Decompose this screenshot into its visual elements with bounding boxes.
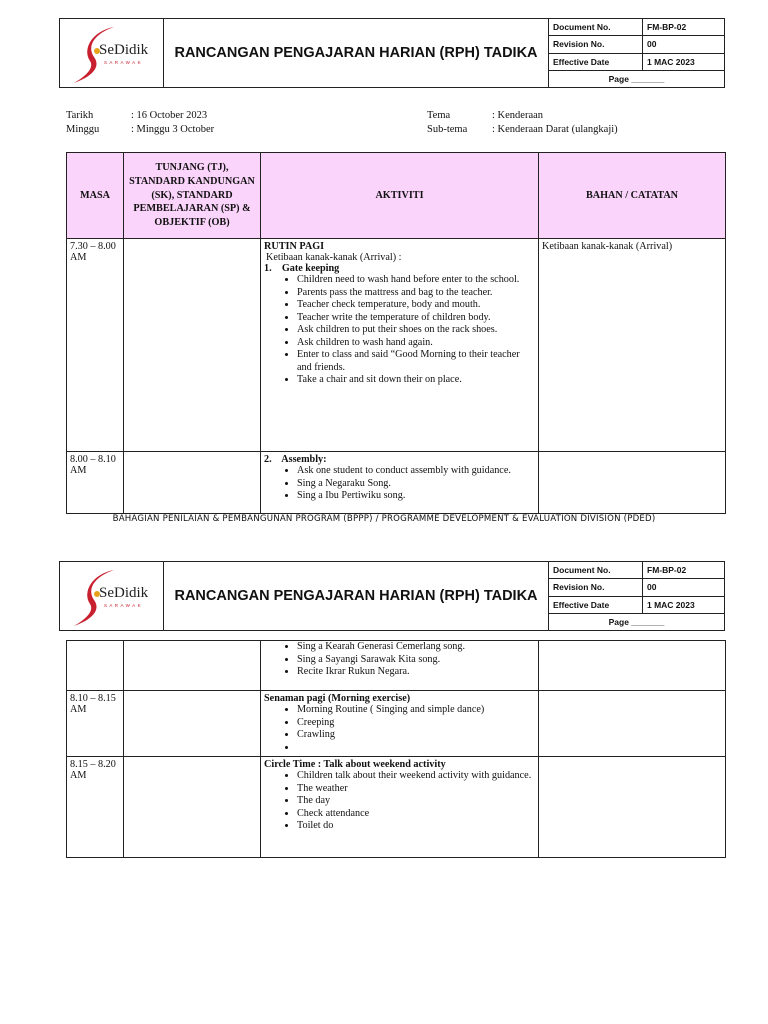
list-item: • Check attendance xyxy=(297,808,535,821)
bahan-cell: Ketibaan kanak-kanak (Arrival) xyxy=(539,239,726,452)
table-row xyxy=(67,691,726,757)
tunjang-cell xyxy=(124,691,261,757)
list-item: • Morning Routine ( Singing and simple dance) xyxy=(297,704,535,717)
document-title: RANCANGAN PENGAJARAN HARIAN (RPH) TADIKA xyxy=(164,19,549,87)
tarikh-label: Tarikh xyxy=(66,110,94,121)
tunjang-cell xyxy=(124,757,261,858)
table-row xyxy=(67,452,726,514)
doc-no-value: FM-BP-02 xyxy=(647,22,687,33)
list-item: • Creeping xyxy=(297,717,535,730)
doc-no-value: FM-BP-02 xyxy=(647,565,687,576)
logo xyxy=(60,562,164,630)
document-meta xyxy=(549,562,724,630)
minggu-label: Minggu xyxy=(66,124,100,135)
list-item: • Ask children to put their shoes on the rack shoes. xyxy=(297,324,535,337)
activity-heading: Senaman pagi (Morning exercise) xyxy=(264,693,411,704)
list-item: • Ask children to wash hand again. xyxy=(297,337,535,350)
page-footer: BAHAGIAN PENILAIAN & PEMBANGUNAN PROGRAM (BPPP) / PROGRAMME DEVELOPMENT & EVALUATION DIVISION (PDED) xyxy=(112,514,656,524)
bahan-cell xyxy=(539,452,726,514)
list-item: • Teacher write the temperature of children body. xyxy=(297,312,535,325)
activity-list xyxy=(264,465,535,503)
list-item: • Sing a Kearah Generasi Cemerlang song. xyxy=(297,641,535,654)
col-header-masa: MASA xyxy=(67,153,124,239)
tarikh-value: : 16 October 2023 xyxy=(131,110,208,121)
list-item: • The day xyxy=(297,795,535,808)
aktiviti-cell xyxy=(261,691,539,757)
activity-subheading: Ketibaan kanak-kanak (Arrival) : xyxy=(266,252,402,263)
effective-date-label: Effective Date xyxy=(549,597,643,613)
activity-list xyxy=(264,641,535,679)
aktiviti-cell xyxy=(261,757,539,858)
numbered-item: 1. Gate keeping xyxy=(264,263,340,274)
revision-label: Revision No. xyxy=(549,36,643,52)
list-item: • Sing a Sayangi Sarawak Kita song. xyxy=(297,654,535,667)
document-meta xyxy=(549,19,724,87)
list-item: • Parents pass the mattress and bag to the teacher. xyxy=(297,287,535,300)
bahan-cell xyxy=(539,691,726,757)
list-item: • Toilet do xyxy=(297,820,535,833)
logo-text: SeDidik xyxy=(99,42,149,58)
tema-value: : Kenderaan xyxy=(492,110,544,121)
list-item: • Children need to wash hand before enter to the school. xyxy=(297,274,535,287)
list-item: • Ask one student to conduct assembly with guidance. xyxy=(297,465,535,478)
activity-heading: RUTIN PAGI xyxy=(264,241,325,252)
masa-cell xyxy=(67,641,124,691)
subtema-value: : Kenderaan Darat (ulangkaji) xyxy=(492,124,618,135)
revision-value: 00 xyxy=(647,39,657,50)
document-header xyxy=(59,561,725,631)
rph-table-page2 xyxy=(66,640,726,858)
list-item: • The weather xyxy=(297,783,535,796)
list-item: • Take a chair and sit down their on place. xyxy=(297,374,535,387)
tema-label: Tema xyxy=(427,110,451,121)
page-number: Page _______ xyxy=(608,616,665,627)
minggu-value: : Minggu 3 October xyxy=(131,124,215,135)
revision-value: 00 xyxy=(647,582,657,593)
list-item: • Children talk about their weekend activity with guidance. xyxy=(297,770,535,783)
activity-list xyxy=(264,770,535,833)
table-row xyxy=(67,239,726,452)
logo-subtext: SARAWAK xyxy=(104,60,143,65)
doc-no-label: Document No. xyxy=(549,19,643,35)
logo-text: SeDidik xyxy=(99,585,149,601)
activity-list xyxy=(264,274,535,387)
col-header-tunjang: TUNJANG (TJ), STANDARD KANDUNGAN (SK), STANDARD PEMBELAJARAN (SP) & OBJEKTIF (OB) xyxy=(124,153,261,239)
document-title: RANCANGAN PENGAJARAN HARIAN (RPH) TADIKA xyxy=(164,562,549,630)
masa-cell: 8.10 – 8.15 AM xyxy=(67,691,124,757)
tunjang-cell xyxy=(124,641,261,691)
col-header-bahan: BAHAN / CATATAN xyxy=(539,153,726,239)
numbered-item: 2. Assembly: xyxy=(264,454,327,465)
list-item: • Enter to class and said “Good Morning to their teacher and friends. xyxy=(297,349,535,374)
effective-date-label: Effective Date xyxy=(549,54,643,70)
table-row xyxy=(67,757,726,858)
logo xyxy=(60,19,164,87)
activity-heading: Circle Time : Talk about weekend activity xyxy=(264,759,446,770)
effective-date-value: 1 MAC 2023 xyxy=(647,599,695,610)
list-item: • Sing a Ibu Pertiwiku song. xyxy=(297,490,535,503)
rph-table-page1 xyxy=(66,152,726,514)
table-row xyxy=(67,641,726,691)
page-number: Page _______ xyxy=(608,73,665,84)
bahan-cell xyxy=(539,641,726,691)
aktiviti-cell xyxy=(261,641,539,691)
effective-date-value: 1 MAC 2023 xyxy=(647,56,695,67)
subtema-label: Sub-tema xyxy=(427,124,468,135)
revision-label: Revision No. xyxy=(549,579,643,595)
tunjang-cell xyxy=(124,452,261,514)
list-item: • Recite Ikrar Rukun Negara. xyxy=(297,666,535,679)
doc-no-label: Document No. xyxy=(549,562,643,578)
masa-cell: 8.15 – 8.20 AM xyxy=(67,757,124,858)
list-item: • Teacher check temperature, body and mouth. xyxy=(297,299,535,312)
logo-subtext: SARAWAK xyxy=(104,603,143,608)
col-header-aktiviti: AKTIVITI xyxy=(261,153,539,239)
activity-list xyxy=(264,704,535,754)
tunjang-cell xyxy=(124,239,261,452)
bahan-cell xyxy=(539,757,726,858)
aktiviti-cell xyxy=(261,239,539,452)
document-header xyxy=(59,18,725,88)
list-item: • Sing a Negaraku Song. xyxy=(297,478,535,491)
aktiviti-cell xyxy=(261,452,539,514)
masa-cell: 8.00 – 8.10 AM xyxy=(67,452,124,514)
masa-cell: 7.30 – 8.00 AM xyxy=(67,239,124,452)
list-item xyxy=(297,742,535,755)
list-item: • Crawling xyxy=(297,729,535,742)
